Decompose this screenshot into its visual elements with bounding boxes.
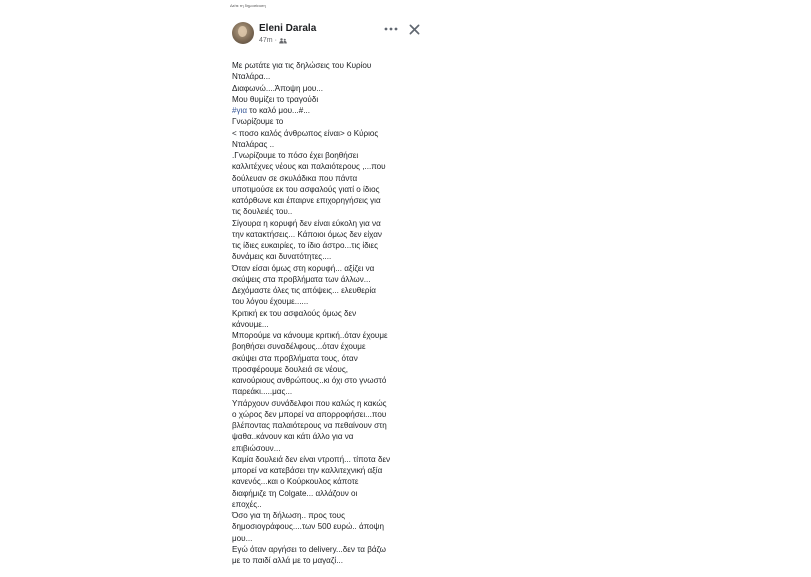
line-text: < ποσο καλός άνθρωπος είναι> ο Κύριος [232, 128, 379, 138]
line-text: τις ίδιες ευκαιρίες, το ίδιο άστρο...τις ίδιες [232, 241, 379, 250]
line-text: Νταλάρας .. [232, 139, 275, 149]
post-text-line [232, 341, 428, 352]
line-text: βοηθήσει συναδέλφους...όταν έχουμε [232, 342, 366, 352]
post-text-line [232, 308, 428, 319]
line-text: με το παιδί αλλά με το μαγαζί... [232, 556, 343, 565]
post-text-line [232, 161, 428, 172]
post-text-line [232, 83, 428, 94]
avatar[interactable] [232, 22, 254, 44]
line-text: Μου θυμίζει το τραγούδι [232, 94, 319, 104]
post-text-line [232, 195, 428, 206]
post-text-line [232, 533, 428, 544]
post-text-line [232, 173, 428, 184]
post-text-line [232, 555, 428, 566]
line-text: σκύψεις στα προβλήματα των άλλων... [232, 274, 371, 284]
line-text: μπορεί να κατεβάσει την καλλιτεχνική αξία [232, 466, 383, 475]
post-text-line [232, 139, 428, 150]
line-text: το καλό μου...#... [247, 106, 310, 115]
post-text-line [232, 353, 428, 364]
post-text-line [232, 420, 428, 431]
hashtag-link[interactable]: #για [232, 106, 248, 115]
line-text: ο χώρος δεν μπορεί να απορροφήσει...που [232, 409, 387, 419]
post-text-line [232, 128, 428, 139]
line-text: Υπάρχουν συνάδελφοι που καλώς η κακώς [232, 398, 387, 408]
post-text-line [232, 184, 428, 195]
line-text: εποχές.. [232, 499, 262, 509]
line-text: δούλευαν σε σκυλάδικα που πάντα [232, 173, 358, 183]
post-text-line [232, 398, 428, 409]
post-text [232, 60, 428, 566]
line-text: καινούριους ανθρώπους..κι όχι στο γνωστό [232, 376, 387, 385]
post-text-line [232, 274, 428, 285]
post-text-line [232, 364, 428, 375]
post-text-line [232, 488, 428, 499]
post-text-line [232, 251, 428, 262]
line-text: Όσο για τη δήλωση.. προς τους [232, 511, 345, 520]
post-text-line [232, 319, 428, 330]
line-text: την κατακτήσεις... Κάποιοι όμως δεν είχαν [232, 229, 382, 239]
line-text: βλέποντας παλαιότερους να πεθαίνουν στη [232, 421, 387, 430]
post-text-line [232, 386, 428, 397]
page-caption: Δείτε τη δημοσίευση [230, 3, 266, 8]
post-text-line [232, 150, 428, 161]
post-text-line [232, 296, 428, 307]
line-text: Καμία δουλειά δεν είναι ντροπή... τίποτα δεν [232, 454, 391, 464]
line-text: δυνάμεις και δυνατότητες.... [232, 252, 332, 262]
post-text-line [232, 409, 428, 420]
post-text-line [232, 116, 428, 127]
line-text: Διαφωνώ....Άποψη μου... [232, 83, 324, 93]
line-text: ψαθα..κάνουν και κάτι άλλο για να [232, 432, 354, 442]
line-text: κάνουμε... [232, 319, 269, 329]
line-text: Σίγουρα η κορυφή δεν είναι εύκολη για να [232, 218, 381, 228]
post-text-line [232, 375, 428, 386]
author-name[interactable]: Eleni Darala [259, 23, 317, 34]
post-text-line [232, 510, 428, 521]
line-text: μου... [232, 533, 253, 543]
line-text: Όταν είσαι όμως στη κορυφή... αξίζει να [232, 263, 375, 273]
line-text: του λόγου έχουμε...... [232, 297, 309, 307]
post-text-line [232, 465, 428, 476]
post-text-line [232, 431, 428, 442]
line-text: Γνωρίζουμε το [232, 117, 284, 127]
line-text: υποτιμούσε εκ του ασφαλούς γιατί ο ίδιος [232, 184, 380, 194]
post-text-line [232, 206, 428, 217]
post-text-line [232, 330, 428, 341]
post-text-line [232, 60, 428, 71]
line-text: καλλιτέχνες νέους και παλαιότερους ,...που [232, 162, 386, 172]
line-text: κανενός...και ο Κούρκουλος κάποτε [232, 477, 359, 487]
post-text-line [232, 544, 428, 555]
post-text-line [232, 443, 428, 454]
line-text: τις δουλειές του.. [232, 207, 293, 217]
post-text-line [232, 499, 428, 510]
line-text: Δεχόμαστε όλες τις απόψεις... ελευθερία [232, 286, 376, 295]
post-text-line [232, 105, 428, 116]
post-text-line [232, 94, 428, 105]
line-text: Νταλάρα... [232, 72, 271, 82]
post-text-line [232, 71, 428, 82]
line-text: κατόρθωνε και έπαιρνε επιχορηγήσεις για [232, 196, 381, 205]
post-text-line [232, 476, 428, 487]
line-text: διαφήμιζε τη Colgate... αλλάζουν οι [232, 488, 358, 498]
post-text-line [232, 218, 428, 229]
line-text: .Γνωρίζουμε το πόσο έχει βοηθήσει [232, 151, 359, 160]
post-time[interactable]: 47m [259, 37, 273, 44]
post-text-line [232, 263, 428, 274]
line-text: επιβιώσουν... [232, 443, 281, 453]
line-text: Με ρωτάτε για τις δηλώσεις του Κυρίου [232, 61, 372, 70]
post-header [232, 20, 428, 50]
close-icon[interactable] [406, 21, 422, 37]
line-text: δημοσιογράφους....των 500 ευρώ.. άποψη [232, 522, 384, 532]
post-meta: 47m · [259, 37, 287, 44]
post-text-line [232, 229, 428, 240]
friends-icon [279, 38, 287, 44]
line-text: Μπορούμε να κάνουμε κριτική..όταν έχουμε [232, 331, 388, 340]
line-text: σκύψει στα προβλήματα τους, όταν [232, 353, 358, 363]
post-text-line [232, 521, 428, 532]
line-text: Κριτική εκ του ασφαλούς όμως δεν [232, 308, 357, 318]
post-text-line [232, 285, 428, 296]
post-text-line [232, 454, 428, 465]
line-text: προσφέρουμε δουλειά σε νέους, [232, 364, 348, 374]
line-text: παρεάκι.....μας... [232, 387, 293, 397]
line-text: Εγώ όταν αργήσει το delivery...δεν τα βάζω [232, 544, 386, 554]
more-options-icon[interactable] [383, 22, 399, 36]
post-text-line [232, 240, 428, 251]
